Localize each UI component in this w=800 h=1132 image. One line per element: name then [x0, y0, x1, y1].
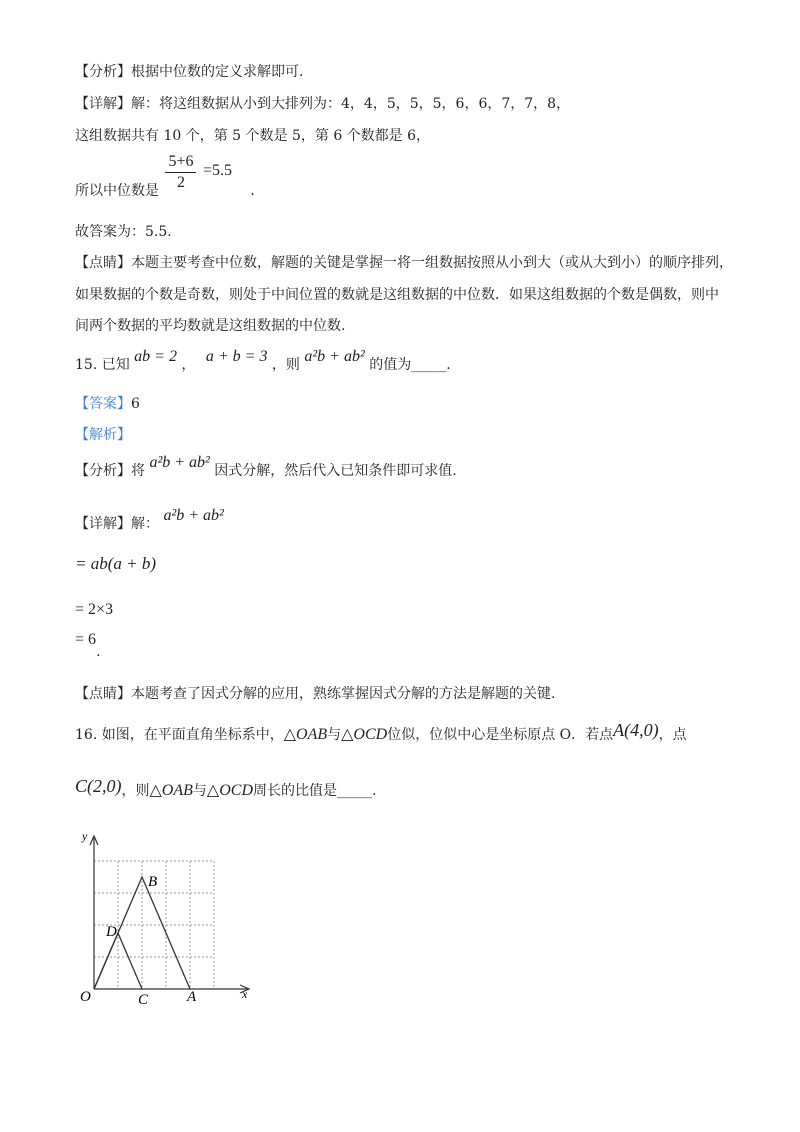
q14-comment-1: 【点睛】本题主要考查中位数，解题的关键是掌握一将一组数据按照从小到大（或从大到小）的顺序排列， — [75, 255, 733, 271]
q15-tail: 的值为_____. — [369, 357, 451, 373]
q16-triangle-ocd: △OCD — [341, 726, 388, 743]
q15-step-3: = 6 — [75, 631, 97, 648]
q15-step-2: = 2×3 — [75, 601, 114, 618]
q15-step-3-line — [75, 630, 101, 660]
label-o: O — [80, 989, 91, 1005]
q16-line1-end: ，点 — [658, 727, 687, 743]
q15-comment: 【点睛】本题考查了因式分解的应用，熟练掌握因式分解的方法是解题的关键. — [75, 686, 556, 702]
q14-answer: 故答案为：5.5. — [75, 224, 172, 240]
q15-answer-label: 【答案】 — [75, 396, 131, 412]
label-d: D — [106, 924, 117, 940]
q16-point-c: C(2,0) — [75, 776, 122, 796]
q14-detail: 【详解】解：将这组数据从小到大排列为：4，4，5，5，5，6，6，7，7，8， — [75, 96, 571, 112]
q16-line1-mid: 位似，位似中心是坐标原点 O．若点 — [387, 727, 614, 743]
axes — [90, 836, 249, 993]
q16-triangle-oab-2: △OAB — [149, 782, 193, 799]
median-prefix: 所以中位数是 — [75, 182, 159, 199]
q15-sep-1: ， — [181, 357, 196, 373]
q16-line1-prefix: 16. 如图，在平面直角坐标系中， — [75, 727, 284, 743]
q15-number: 15. 已知 — [75, 357, 130, 373]
q15-detail-expression: a²b + ab² — [163, 507, 224, 524]
q15-detail-prefix: 【详解】解： — [75, 516, 159, 532]
q14-median-line — [75, 152, 255, 199]
x-axis-label: x — [242, 987, 248, 1001]
q15-detail-line — [75, 503, 224, 532]
label-a: A — [187, 989, 197, 1005]
q15-analysis-line — [75, 454, 457, 484]
q16-triangle-ocd-2: △OCD — [206, 782, 253, 799]
q15-answer-line — [75, 394, 140, 414]
q16-point-a: A(4,0) — [613, 720, 659, 740]
median-fraction — [165, 152, 196, 193]
median-result: =5.5 — [202, 161, 232, 179]
q16-stem-line-1 — [75, 720, 687, 748]
median-period: . — [250, 182, 255, 199]
q15-condition-2: a + b = 3 — [205, 348, 268, 365]
q16-stem-line-2 — [75, 776, 376, 804]
label-b: B — [148, 874, 158, 890]
q16-coordinate-figure — [70, 826, 260, 1011]
q15-step-3-period: . — [96, 644, 101, 660]
fraction-denominator: 2 — [176, 174, 185, 191]
q16-line2-mid: ，则 — [121, 783, 150, 799]
q16-triangle-oab: △OAB — [283, 726, 328, 743]
q14-comment-2: 如果数据的个数是奇数，则处于中间位置的数就是这组数据的中位数．如果这组数据的个数是偶数，则中 — [75, 287, 719, 303]
q16-with: 与 — [327, 727, 342, 743]
q14-count-line: 这组数据共有 10 个，第 5 个数是 5，第 6 个数都是 6， — [75, 128, 431, 144]
q15-condition-1: ab = 2 — [134, 348, 177, 365]
label-c: C — [138, 992, 149, 1008]
q15-step-1: = ab(a + b) — [75, 554, 157, 573]
y-axis-label: y — [82, 829, 88, 843]
q16-line2-tail: 周长的比值是_____. — [253, 783, 377, 799]
fraction-numerator: 5+6 — [165, 152, 196, 173]
q15-sep-2: ，则 — [271, 357, 300, 373]
q15-stem — [75, 348, 451, 378]
q16-with-2: 与 — [192, 783, 207, 799]
q15-analysis-label: 【解析】 — [75, 427, 131, 443]
q15-analysis-prefix: 【分析】将 — [75, 463, 145, 479]
q15-expression: a²b + ab² — [304, 348, 365, 365]
q15-analysis-expression: a²b + ab² — [149, 454, 210, 471]
q14-comment-3: 间两个数据的平均数就是这组数据的中位数. — [75, 318, 346, 334]
q15-analysis-suffix: 因式分解，然后代入已知条件即可求值. — [214, 463, 457, 479]
q15-answer-value: 6 — [131, 396, 140, 412]
q14-analysis: 【分析】根据中位数的定义求解即可. — [75, 64, 304, 80]
